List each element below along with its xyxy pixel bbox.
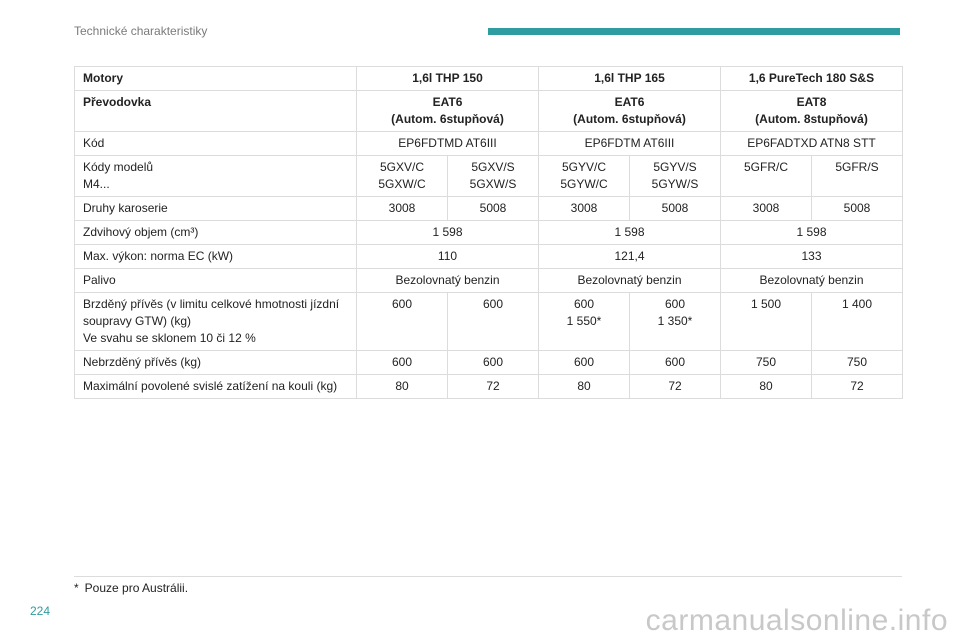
table-row (75, 132, 903, 156)
header-accent-bar (488, 28, 900, 35)
braked-trailer-value: 1 550* (566, 314, 602, 328)
fuel-1: Bezolovnatý benzin (357, 269, 539, 293)
braked-trailer-cell (721, 293, 812, 351)
body-type: 5008 (630, 197, 721, 221)
unbraked-trailer-value: 600 (448, 351, 539, 375)
table-row (75, 67, 903, 91)
row-label-brzdeny-prives (75, 293, 357, 351)
braked-trailer-value: 1 350* (657, 314, 693, 328)
table-row (75, 245, 903, 269)
row-label-line: Ve svahu se sklonem 10 či 12 % (83, 331, 256, 345)
model-code: 5GYV/C (561, 160, 606, 174)
code-1: EP6FDTMD AT6III (357, 132, 539, 156)
power-2: 121,4 (539, 245, 721, 269)
unbraked-trailer-value: 600 (630, 351, 721, 375)
row-label-prevodovka: Převodovka (75, 91, 357, 132)
body-type: 3008 (357, 197, 448, 221)
model-code-cell (630, 156, 721, 197)
model-code: 5GYW/S (651, 177, 699, 191)
nose-load-value: 72 (448, 375, 539, 399)
model-code: 5GXW/C (378, 177, 426, 191)
spec-table (74, 66, 903, 399)
gearbox-1 (357, 91, 539, 132)
body-type: 5008 (812, 197, 903, 221)
body-type: 5008 (448, 197, 539, 221)
row-label-line: Kódy modelů (83, 160, 154, 174)
braked-trailer-value: 600 (664, 297, 686, 311)
table-row (75, 375, 903, 399)
row-label-kod: Kód (75, 132, 357, 156)
row-label-line: soupravy GTW) (kg) (83, 314, 192, 328)
gearbox-2-desc: (Autom. 6stupňová) (573, 112, 686, 126)
section-title: Technické charakteristiky (74, 24, 208, 38)
nose-load-value: 80 (539, 375, 630, 399)
unbraked-trailer-value: 600 (539, 351, 630, 375)
table-row (75, 197, 903, 221)
displacement-1: 1 598 (357, 221, 539, 245)
fuel-2: Bezolovnatý benzin (539, 269, 721, 293)
gearbox-3-name: EAT8 (796, 95, 827, 109)
model-code-cell (448, 156, 539, 197)
table-row (75, 91, 903, 132)
table-row (75, 221, 903, 245)
page-number: 224 (30, 604, 51, 618)
braked-trailer-value: 600 (391, 297, 413, 311)
footnote-mark: * (74, 581, 79, 595)
code-3: EP6FADTXD ATN8 STT (721, 132, 903, 156)
unbraked-trailer-value: 750 (721, 351, 812, 375)
row-label-line: M4... (83, 177, 110, 191)
row-label-line: Brzděný přívěs (v limitu celkové hmotnosti jízdní (83, 297, 340, 311)
row-label-palivo: Palivo (75, 269, 357, 293)
model-code-cell (721, 156, 812, 197)
code-2: EP6FDTM AT6III (539, 132, 721, 156)
fuel-3: Bezolovnatý benzin (721, 269, 903, 293)
unbraked-trailer-value: 600 (357, 351, 448, 375)
displacement-2: 1 598 (539, 221, 721, 245)
braked-trailer-cell (539, 293, 630, 351)
gearbox-2-name: EAT6 (614, 95, 645, 109)
model-code: 5GXV/S (471, 160, 515, 174)
braked-trailer-value: 600 (573, 297, 595, 311)
row-label-zdvihovy-objem: Zdvihový objem (cm³) (75, 221, 357, 245)
table-row (75, 269, 903, 293)
table-row (75, 293, 903, 351)
model-code: 5GXW/S (469, 177, 517, 191)
gearbox-2 (539, 91, 721, 132)
braked-trailer-cell (812, 293, 903, 351)
nose-load-value: 72 (812, 375, 903, 399)
model-code: 5GFR/C (743, 160, 788, 174)
braked-trailer-value: 1 400 (841, 297, 873, 311)
braked-trailer-cell (448, 293, 539, 351)
row-label-nebrzdeny-prives: Nebrzděný přívěs (kg) (75, 351, 357, 375)
table-row (75, 156, 903, 197)
model-code-cell (539, 156, 630, 197)
gearbox-3-desc: (Autom. 8stupňová) (755, 112, 868, 126)
braked-trailer-cell (630, 293, 721, 351)
nose-load-value: 80 (357, 375, 448, 399)
model-code: 5GXV/C (379, 160, 424, 174)
body-type: 3008 (539, 197, 630, 221)
row-label-motory: Motory (75, 67, 357, 91)
gearbox-1-name: EAT6 (432, 95, 463, 109)
model-code: 5GYV/S (653, 160, 697, 174)
engine-2: 1,6l THP 165 (539, 67, 721, 91)
gearbox-1-desc: (Autom. 6stupňová) (391, 112, 504, 126)
braked-trailer-cell (357, 293, 448, 351)
model-code: 5GFR/S (835, 160, 879, 174)
row-label-druhy-karoserie: Druhy karoserie (75, 197, 357, 221)
footnote-divider (74, 576, 902, 577)
footnote (74, 581, 188, 595)
model-code-cell (357, 156, 448, 197)
row-label-max-vykon: Max. výkon: norma EC (kW) (75, 245, 357, 269)
table-row (75, 351, 903, 375)
unbraked-trailer-value: 750 (812, 351, 903, 375)
power-3: 133 (721, 245, 903, 269)
watermark: carmanualsonline.info (645, 604, 948, 637)
braked-trailer-value: 1 500 (750, 297, 782, 311)
nose-load-value: 80 (721, 375, 812, 399)
power-1: 110 (357, 245, 539, 269)
model-code: 5GYW/C (560, 177, 608, 191)
row-label-kody-modelu (75, 156, 357, 197)
footnote-text: Pouze pro Austrálii. (84, 581, 189, 595)
engine-3: 1,6 PureTech 180 S&S (721, 67, 903, 91)
engine-1: 1,6l THP 150 (357, 67, 539, 91)
row-label-max-svisle-zatizeni: Maximální povolené svislé zatížení na kouli (kg) (75, 375, 357, 399)
gearbox-3 (721, 91, 903, 132)
body-type: 3008 (721, 197, 812, 221)
braked-trailer-value: 600 (482, 297, 504, 311)
model-code-cell (812, 156, 903, 197)
displacement-3: 1 598 (721, 221, 903, 245)
nose-load-value: 72 (630, 375, 721, 399)
